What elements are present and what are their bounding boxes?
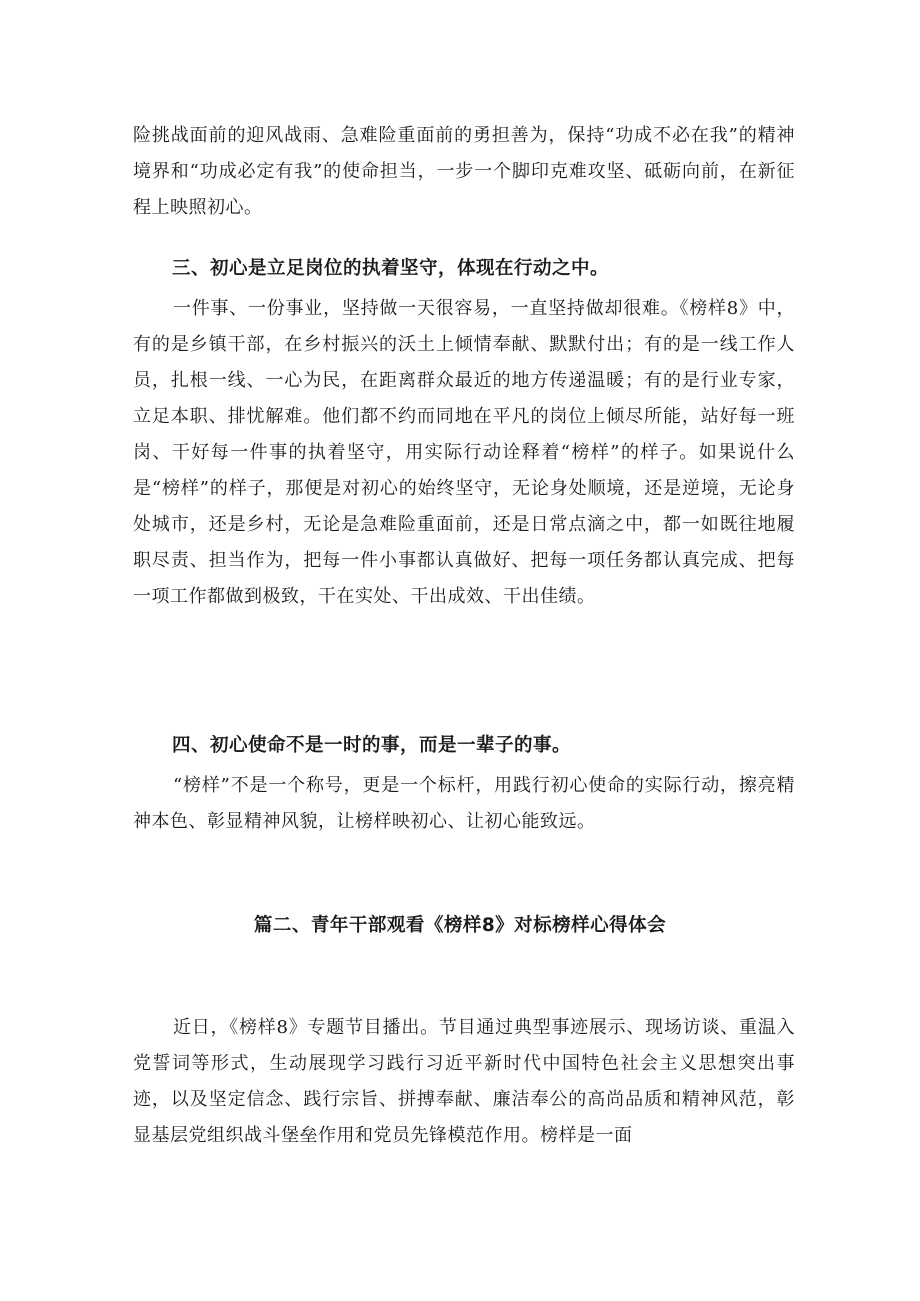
paragraph-3: 一件事、一份事业，坚持做一天很容易，一直坚持做却很难。《榜样8》中，有的是乡镇干部，在乡村振兴的沃土上倾情奉献、默默付出；有的是一线工作人员，扎根一线、一心为民，在距离群众最近的地方传递温暖；有的是行业专家，立足本职、排忧解难。他们都不约而同地在平凡的岗位上倾尽所能，站好每一班岗、干好每一件事的执着坚守，用实际行动诠释着“榜样”的样子。如果说什么是“榜样”的样子，那便是对初心的始终坚守，无论身处顺境，还是逆境，无论身处城市，还是乡村，无论是急难险重面前，还是日常点滴之中，都一如既往地履职尽责、担当作为，把每一件小事都认真做好、把每一项任务都认真完成、把每一项工作都做到极致，干在实处、干出成效、干出佳绩。	[133, 298, 795, 607]
article-title: 篇二、青年干部观看《榜样8》对标榜样心得体会	[253, 915, 667, 936]
paragraph-4: “榜样”不是一个称号，更是一个标杆，用践行初心使命的实际行动，擦亮精神本色、彰显精神风貌，让榜样映初心、让初心能致远。	[133, 775, 795, 832]
paragraph-continuation: 险挑战面前的迎风战雨、急难险重面前的勇担善为，保持“功成不必在我”的精神境界和“功成必定有我”的使命担当，一步一个脚印克难攻坚、砥砺向前，在新征程上映照初心。	[133, 125, 795, 218]
section-heading-3: 三、初心是立足岗位的执着坚守，体现在行动之中。	[172, 258, 610, 279]
paragraph-5: 近日，《榜样8》专题节目播出。节目通过典型事迹展示、现场访谈、重温入党誓词等形式，生动展现学习践行习近平新时代中国特色社会主义思想突出事迹，以及坚定信念、践行宗旨、拼搏奉献、廉洁奉公的高尚品质和精神风范，彰显基层党组织战斗堡垒作用和党员先锋模范作用。榜样是一面	[133, 1017, 795, 1146]
section-heading-4: 四、初心使命不是一时的事，而是一辈子的事。	[172, 735, 572, 756]
